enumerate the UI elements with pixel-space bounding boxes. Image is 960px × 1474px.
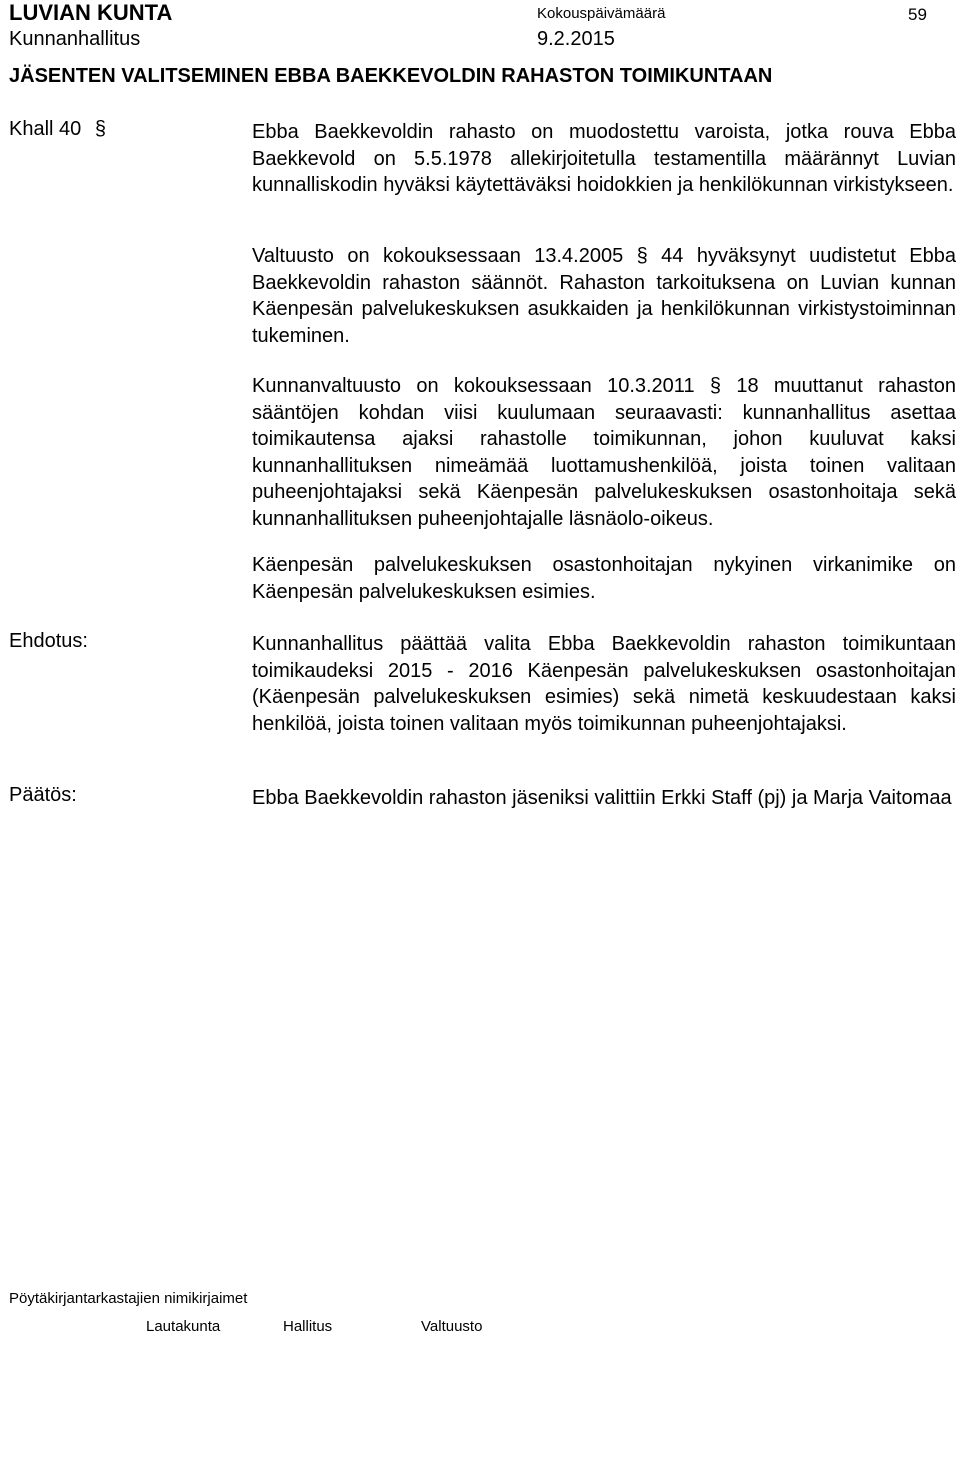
- proposal-label: Ehdotus:: [9, 630, 88, 652]
- case-number: Khall 40: [9, 118, 82, 140]
- decision-label: Päätös:: [9, 784, 77, 806]
- paragraph-1: Ebba Baekkevoldin rahasto on muodostettu varoista, jotka rouva Ebba Baekkevold on 5.5.1978 allekirjoitetulla testamentilla määrännyt Luvian kunnalliskodin hyväksi käytettäväksi hoidokkien ja henkilökunnan virkistykseen.: [252, 121, 956, 196]
- section-symbol: §: [94, 118, 106, 140]
- body-name: Kunnanhallitus: [9, 28, 141, 50]
- footer-col-council: Valtuusto: [421, 1318, 483, 1335]
- paragraph-2: Valtuusto on kokouksessaan 13.4.2005 § 44 hyväksynyt uudistetut Ebba Baekkevoldin rahaston säännöt. Rahaston tarkoituksena on Luvian kunnan Käenpesän palvelukeskuksen asukkaiden ja henkilökunnan virkistystoiminnan tukeminen.: [252, 245, 956, 347]
- footer-col-government: Hallitus: [283, 1318, 333, 1335]
- proposal-text: Kunnanhallitus päättää valita Ebba Baekkevoldin rahaston toimikuntaan toimikaudeksi 2015 - 2016 Käenpesän palvelukeskuksen osastonhoitajan (Käenpesän palvelukeskuksen esimies) sekä nimetä keskuudestaan kaksi henkilöä, joista toinen valitaan myös toimikunnan puheenjohtajaksi.: [252, 633, 956, 735]
- paragraph-4: Käenpesän palvelukeskuksen osastonhoitajan nykyinen virkanimike on Käenpesän palvelukeskuksen esimies.: [252, 554, 956, 603]
- case-label: [9, 118, 106, 141]
- footer-col-board: Lautakunta: [146, 1318, 221, 1335]
- meeting-date-label: Kokouspäivämäärä: [537, 5, 666, 22]
- organization-name: LUVIAN KUNTA: [9, 0, 173, 25]
- paragraph-3: Kunnanvaltuusto on kokouksessaan 10.3.2011 § 18 muuttanut rahaston sääntöjen kohdan viisi kuulumaan seuraavasti: kunnanhallitus asettaa toimikautensa ajaksi rahastolle toimikunnan, johon kuuluvat kaksi kunnanhallituksen nimeämää luottamushenkilöä, joista toinen valitaan puheenjohtajaksi sekä Käenpesän palvelukeskuksen osastonhoitaja sekä kunnanhallituksen puheenjohtajalle läsnäolo-oikeus.: [252, 375, 956, 530]
- document-title: JÄSENTEN VALITSEMINEN EBBA BAEKKEVOLDIN RAHASTON TOIMIKUNTAAN: [9, 65, 773, 87]
- page-number: 59: [908, 5, 927, 24]
- meeting-date: 9.2.2015: [537, 28, 615, 50]
- initials-label: Pöytäkirjantarkastajien nimikirjaimet: [9, 1290, 248, 1307]
- decision-text: Ebba Baekkevoldin rahaston jäseniksi valittiin Erkki Staff (pj) ja Marja Vaitomaa: [252, 787, 952, 809]
